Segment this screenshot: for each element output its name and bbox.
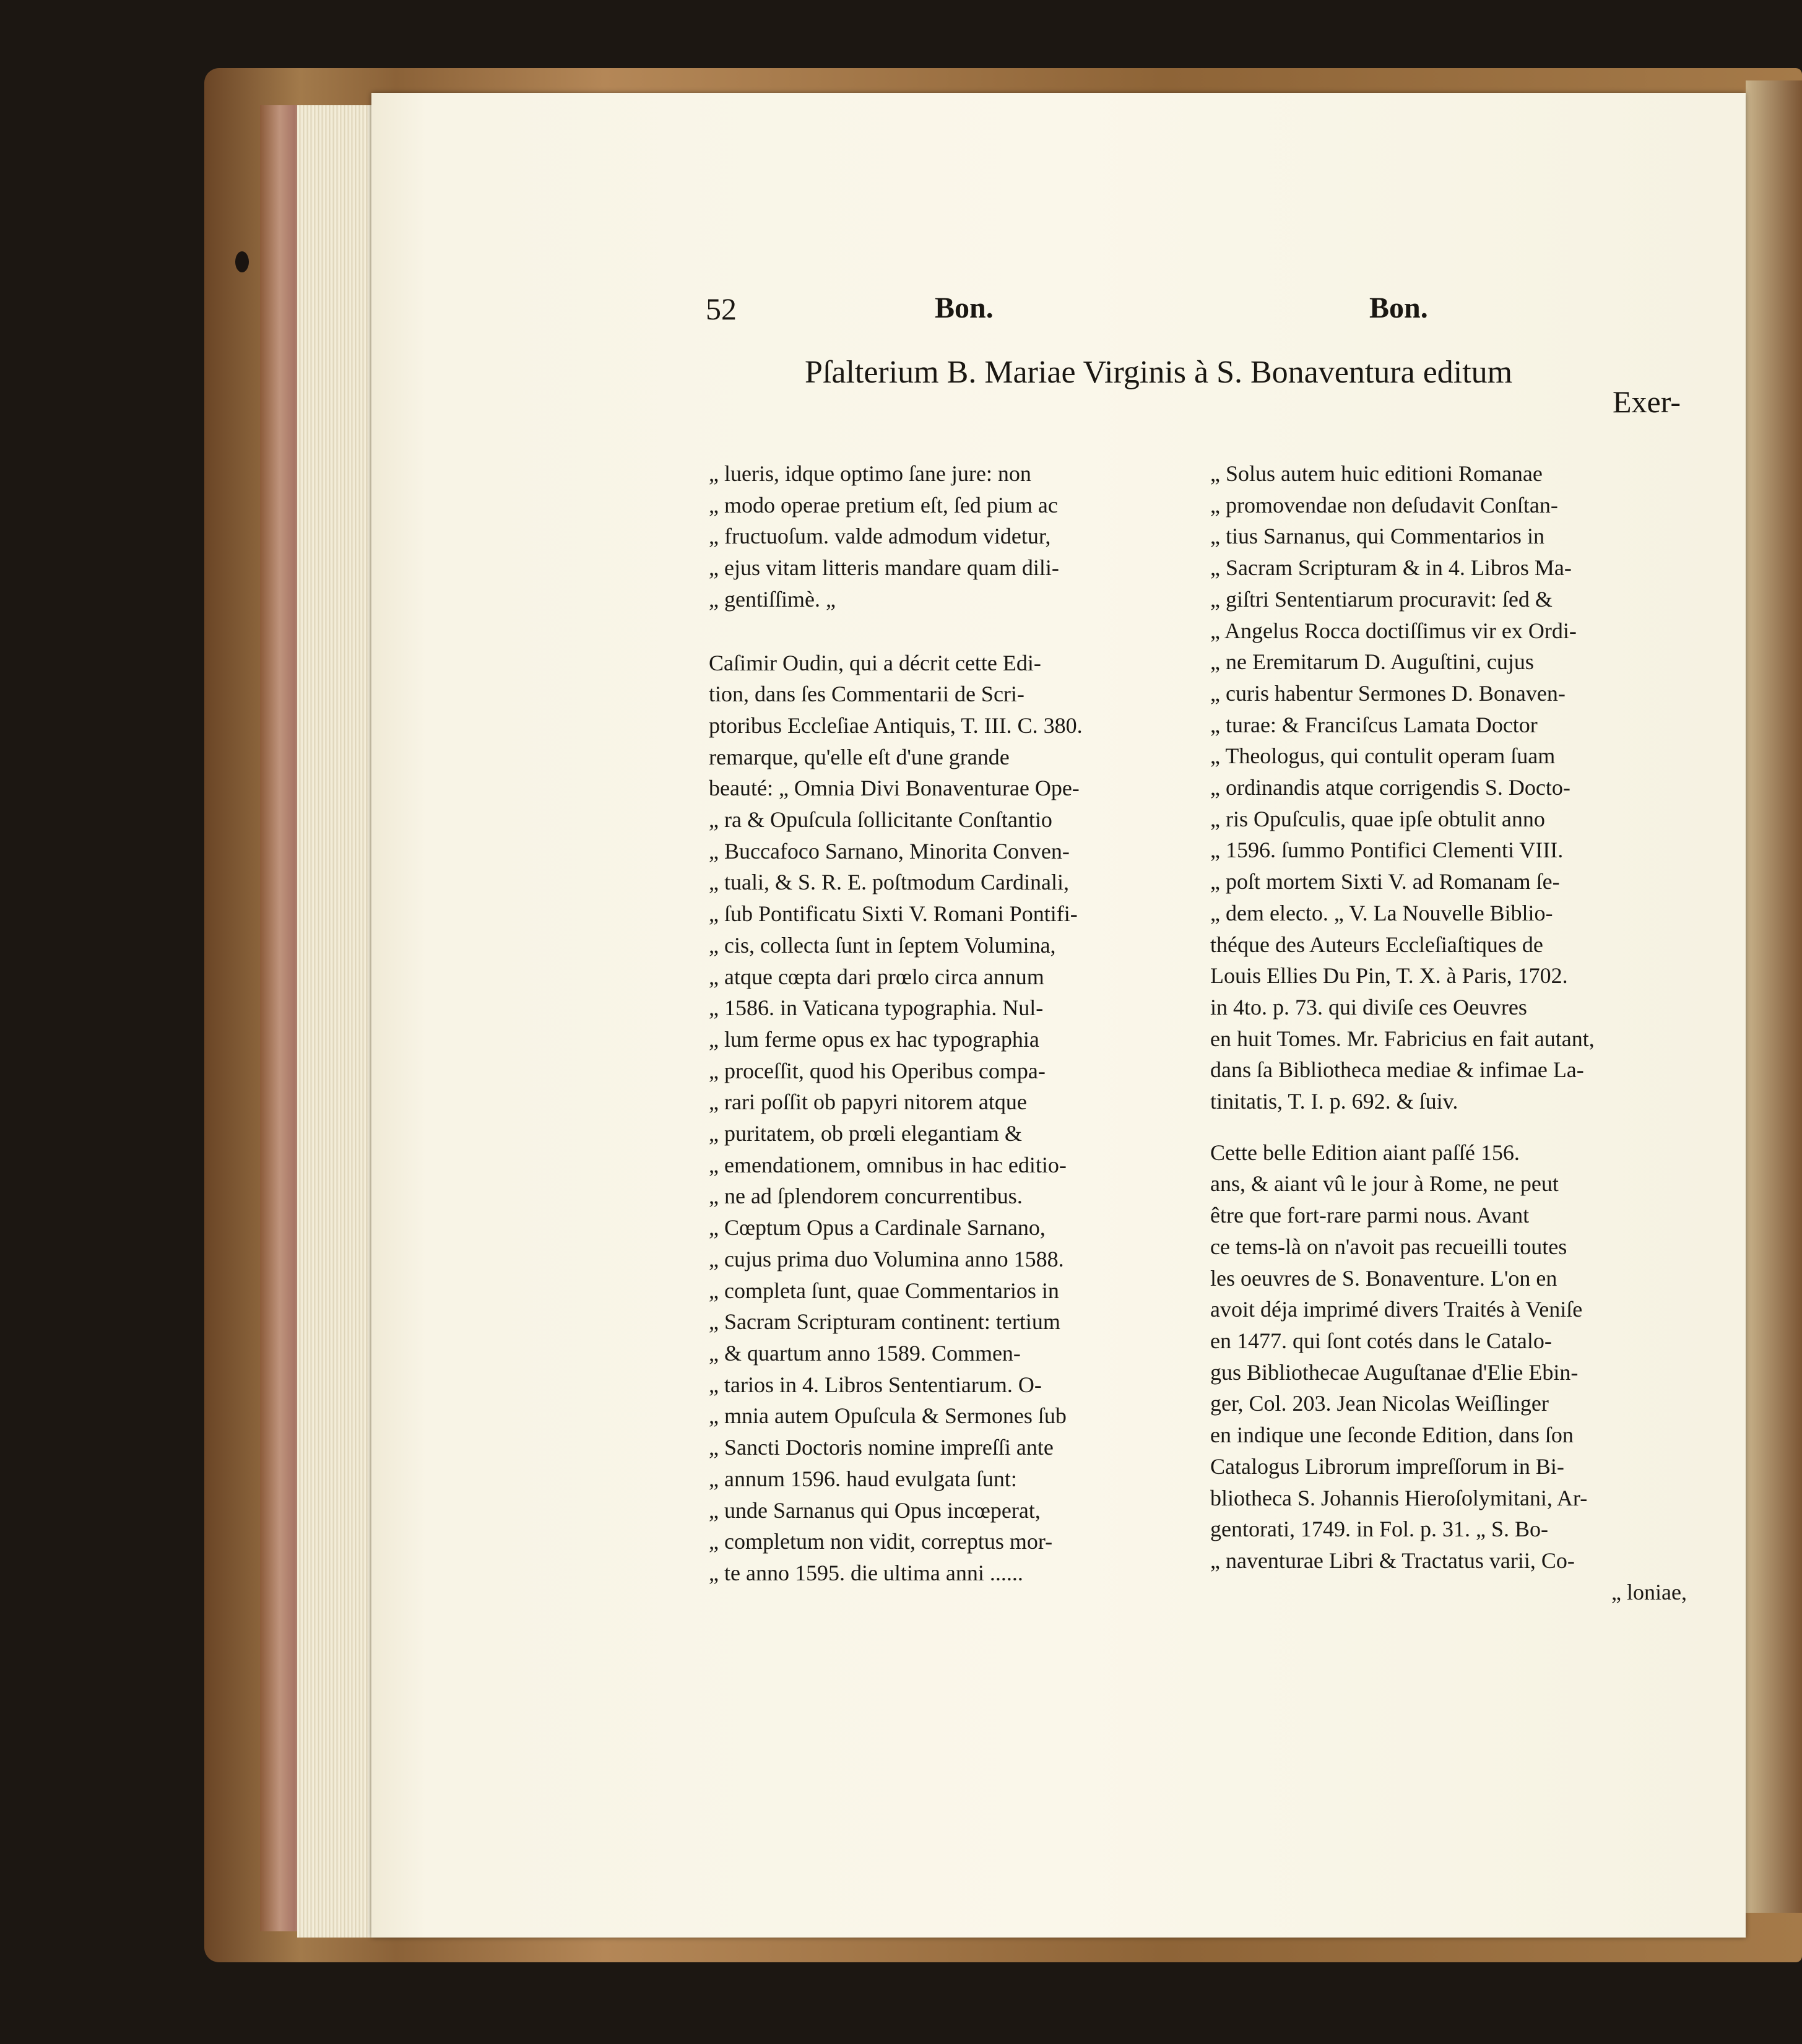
catchword: „ loniae, (1611, 1579, 1687, 1604)
right-column (1210, 458, 1687, 1608)
left-running-head: Bon. (935, 292, 994, 324)
paragraph-gap (1210, 1117, 1687, 1137)
page-number: 52 (706, 292, 737, 326)
right-paragraph-1: „ Solus autem huic editioni Romanae „ promovendae non deſudavit Conſtan- „ tius Sarnanus, qui Commentarios in „ Sacram Scripturam & in 4. Libros Ma- „ giſtri Sententiarum procuravit: ſed & „ Angelus Rocca doctiſſimus vir ex Ordi- „ ne Eremitarum D. Auguſtini, cujus „ curis habentur Sermones D. Bonaven- „ turae: & Franciſcus Lamata Doctor „ Theologus, qui contulit operam ſuam „ ordinandis atque corrigendis S. Docto- „ ris Opuſculis, quae ipſe obtulit anno „ 1596. ſummo Pontifici Clementi VIII. „ poſt mortem Sixti V. ad Romanam ſe- „ dem electo. „ V. La Nouvelle Biblio- théque des Auteurs Eccleſiaſtiques de Louis Ellies Du Pin, T. X. à Paris, 1702. in 4to. p. 73. qui diviſe ces Oeuvres en huit Tomes. Mr. Fabricius en fait autant, dans ſa Bibliotheca mediae & infimae La- tinitatis, T. I. p. 692. & ſuiv. (1210, 461, 1595, 1114)
right-running-head: Bon. (1369, 292, 1428, 324)
paragraph-gap (709, 615, 1173, 647)
entry-title: Pſalterium B. Mariae Virginis à S. Bonaventura editum (805, 355, 1513, 390)
running-header (706, 291, 1681, 347)
title-continuation: Exer- (1612, 384, 1681, 419)
left-column (709, 458, 1173, 1589)
page-stack-edge (297, 105, 384, 1938)
left-paragraph-2: Caſimir Oudin, qui a décrit cette Edi- tion, dans ſes Commentarii de Scri- ptoribus Eccleſiae Antiquis, T. III. C. 380. remarque, qu'elle eſt d'une grande beauté: „ Omnia Divi Bonaventurae Ope- „ ra & Opuſcula ſollicitante Conſtantio „ Buccafoco Sarnano, Minorita Conven- „ tuali, & S. R. E. poſtmodum Cardinali, „ ſub Pontificatu Sixti V. Romani Pontifi- „ cis, collecta ſunt in ſeptem Volumina, „ atque cœpta dari prœlo circa annum „ 1586. in Vaticana typographia. Nul- „ lum ferme opus ex hac typographia „ proceſſit, quod his Operibus compa- „ rari poſſit ob papyri nitorem atque „ puritatem, ob prœli elegantiam & „ emendationem, omnibus in hac editio- „ ne ad ſplendorem concurrentibus. „ Cœptum Opus a Cardinale Sarnano, „ cujus prima duo Volumina anno 1588. „ completa ſunt, quae Commentarios in „ Sacram Scripturam continent: tertium „ & quartum anno 1589. Commen- „ tarios in 4. Libros Sententiarum. O- „ mnia autem Opuſcula & Sermones ſub „ Sancti Doctoris nomine impreſſi ante „ annum 1596. haud evulgata ſunt: „ unde Sarnanus qui Opus incœperat, „ completum non vidit, correptus mor- „ te anno 1595. die ultima anni ...... (709, 650, 1083, 1585)
left-paragraph-1: „ lueris, idque optimo ſane jure: non „ modo operae pretium eſt, ſed pium ac „ fructuoſum. valde admodum videtur, „ ejus vitam litteris mandare quam dili- „ gentiſſimè. „ (709, 461, 1059, 612)
cover-nail-dot (235, 251, 249, 272)
right-paragraph-2: Cette belle Edition aiant paſſé 156. ans, & aiant vû le jour à Rome, ne peut être que fort-rare parmi nous. Avant ce tems-là on n'avoit pas recueilli toutes les oeuvres de S. Bonaventure. L'on en avoit déja imprimé divers Traités à Veniſe en 1477. qui ſont cotés dans le Catalo- gus Bibliothecae Auguſtanae d'Elie Ebin- ger, Col. 203. Jean Nicolas Weiſlinger en indique une ſeconde Edition, dans ſon Catalogus Librorum impreſſorum in Bi- bliotheca S. Johannis Hieroſolymitani, Ar- gentorati, 1749. in Fol. p. 31. „ S. Bo- „ naventurae Libri & Tractatus varii, Co- (1210, 1140, 1588, 1573)
adjacent-book-edge (1746, 80, 1802, 1913)
